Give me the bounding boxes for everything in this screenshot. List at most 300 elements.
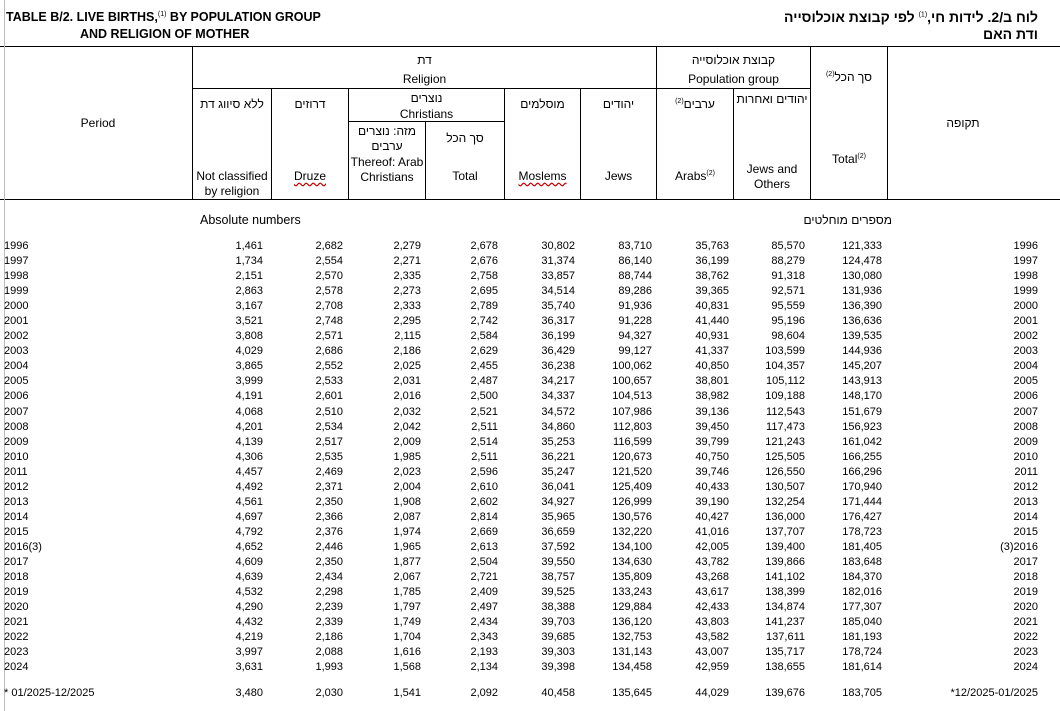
period-he: 2021 (1013, 616, 1038, 629)
cell-moslems: 39,550 (541, 555, 575, 568)
cell-jews: 121,520 (612, 465, 652, 478)
cell-christians-total: 2,193 (470, 646, 498, 659)
cell-druze: 2,350 (315, 495, 343, 508)
cell-total: 156,923 (842, 420, 882, 433)
cell-jews: 91,228 (618, 315, 652, 328)
period-en: * 01/2025-12/2025 (4, 687, 95, 699)
header-chr-arab-he: מזה: נוצרים ערבים (358, 124, 416, 153)
cell-jews-others: 130,507 (765, 480, 805, 493)
table-row (0, 239, 1060, 254)
data-rows (0, 239, 1060, 675)
cell-jews-others: 136,000 (765, 510, 805, 523)
cell-christians-total: 2,602 (470, 495, 498, 508)
period-he: 1998 (1013, 270, 1038, 283)
cell-jews: 129,884 (612, 601, 652, 614)
title-en-line1: TABLE B/2. LIVE BIRTHS,$^{(1)}$ BY POPULATION GROUP (6, 10, 321, 24)
cell-arabs: 41,440 (695, 315, 729, 328)
header-period-en: Period (80, 116, 116, 130)
table-row (0, 510, 1060, 525)
period-he: 2007 (1013, 405, 1038, 418)
cell-christians-total: 2,695 (470, 285, 498, 298)
cell-arabs: 38,762 (695, 270, 729, 283)
cell-christians-total: 2,514 (470, 435, 498, 448)
cell-jews: 100,657 (612, 375, 652, 388)
table-row (0, 314, 1060, 329)
header-total-en: Total$^{(2)}$ (832, 152, 866, 166)
header-christians-en: Christians (399, 107, 454, 121)
cell-christians-total: 2,434 (470, 616, 498, 629)
period-he: 2000 (1013, 300, 1038, 313)
cell-jews-others: 95,196 (771, 315, 805, 328)
cell-christians-total: 2,596 (470, 465, 498, 478)
period-en: 1998 (4, 270, 29, 283)
cell-jews-others: 132,254 (765, 495, 805, 508)
cell-jews: 89,286 (618, 285, 652, 298)
period-en: 2003 (4, 345, 29, 358)
cell-arabs: 40,427 (695, 510, 729, 523)
table-row (0, 450, 1060, 465)
period-en: 2019 (4, 586, 29, 599)
cell-arab-christians: 2,273 (393, 285, 421, 298)
cell-christians-total: 2,497 (470, 601, 498, 614)
table-row (0, 405, 1060, 420)
cell-not-classified: 3,997 (235, 646, 263, 659)
cell-christians-total: 2,613 (470, 540, 498, 553)
cell-druze: 2,535 (315, 450, 343, 463)
cell-moslems: 36,238 (541, 360, 575, 373)
cell-arab-christians: 1,704 (393, 631, 421, 644)
cell-moslems: 34,514 (541, 285, 575, 298)
table-row (0, 389, 1060, 404)
cell-arab-christians: 1,749 (393, 616, 421, 629)
cell-jews: 133,243 (612, 586, 652, 599)
cell-total: 185,040 (842, 616, 882, 629)
table-row (0, 420, 1060, 435)
header-total-he: סך הכל$^{(2)}$ (825, 70, 873, 84)
period-he: 2005 (1013, 375, 1038, 388)
cell-total: 151,679 (842, 405, 882, 418)
period-he: 2001 (1013, 315, 1038, 328)
cell-jews-others: 103,599 (765, 345, 805, 358)
cell-christians-total: 2,092 (470, 687, 498, 699)
cell-moslems: 37,592 (541, 540, 575, 553)
period-he: 2003 (1013, 345, 1038, 358)
cell-jews: 120,673 (612, 450, 652, 463)
cell-moslems: 35,247 (541, 465, 575, 478)
cell-druze: 2,686 (315, 345, 343, 358)
cell-arabs: 43,582 (695, 631, 729, 644)
table-row (0, 480, 1060, 495)
period-he: 2009 (1013, 435, 1038, 448)
period-en: 2015 (4, 525, 29, 538)
cell-not-classified: 2,151 (235, 270, 263, 283)
cell-jews: 99,127 (618, 345, 652, 358)
cell-jews: 83,710 (618, 240, 652, 252)
cell-total: 184,370 (842, 571, 882, 584)
cell-arab-christians: 1,616 (393, 646, 421, 659)
cell-jews: 134,458 (612, 661, 652, 674)
cell-moslems: 36,221 (541, 450, 575, 463)
header-druze-en: Druze (293, 169, 326, 183)
cell-arabs: 42,433 (695, 601, 729, 614)
cell-not-classified: 4,432 (235, 616, 263, 629)
cell-arab-christians: 2,335 (393, 270, 421, 283)
period-en: 2002 (4, 330, 29, 343)
table-row (0, 269, 1060, 284)
cell-arabs: 38,982 (695, 390, 729, 403)
cell-jews: 116,599 (613, 435, 652, 448)
cell-druze: 2,239 (315, 601, 343, 614)
cell-total: 181,193 (842, 631, 882, 644)
cell-jews-others: 121,243 (765, 435, 805, 448)
cell-jews: 94,327 (618, 330, 652, 343)
period-he: 2006 (1013, 390, 1038, 403)
table-row (0, 374, 1060, 389)
period-en: 2020 (4, 601, 29, 614)
table-row (0, 359, 1060, 374)
header-popgroup-en: Population group (688, 72, 779, 86)
cell-christians-total: 2,676 (470, 255, 498, 268)
cell-moslems: 39,398 (541, 661, 575, 674)
cell-christians-total: 2,487 (470, 375, 498, 388)
title-en-line2: AND RELIGION OF MOTHER (80, 27, 250, 41)
cell-arabs: 44,029 (695, 687, 729, 699)
cell-total: 181,405 (842, 540, 882, 553)
cell-total: 145,207 (842, 360, 882, 373)
cell-total: 166,296 (842, 465, 882, 478)
section-label-en: Absolute numbers (200, 213, 301, 227)
cell-total: 178,723 (842, 525, 882, 538)
header-chr-arab-en: Thereof: Arab Christians (350, 155, 424, 184)
cell-druze: 2,748 (315, 315, 343, 328)
period-he: 2020 (1013, 601, 1038, 614)
cell-jews-others: 104,357 (765, 360, 805, 373)
cell-arabs: 41,016 (695, 525, 729, 538)
cell-christians-total: 2,584 (470, 330, 498, 343)
table-row (0, 615, 1060, 630)
cell-arab-christians: 2,067 (393, 571, 421, 584)
period-en: 2021 (4, 616, 29, 629)
period-en: 2000 (4, 300, 29, 313)
cell-arab-christians: 1,797 (393, 601, 421, 614)
cell-not-classified: 4,639 (235, 571, 263, 584)
period-he: 2024 (1013, 661, 1038, 674)
cell-arabs: 41,337 (695, 345, 729, 358)
cell-not-classified: 1,734 (235, 255, 263, 268)
cell-jews-others: 134,874 (765, 601, 805, 614)
header-religion-he: דת (417, 53, 432, 67)
cell-not-classified: 4,697 (235, 510, 263, 523)
cell-jews: 136,120 (612, 616, 652, 629)
cell-moslems: 34,927 (541, 495, 575, 508)
cell-christians-total: 2,758 (470, 270, 498, 283)
table-row (0, 329, 1060, 344)
header-jews-others-en: Jews and Others (746, 162, 798, 191)
cell-not-classified: 4,029 (235, 345, 263, 358)
period-he: 2011 (1014, 465, 1038, 478)
cell-arab-christians: 1,974 (393, 525, 421, 538)
period-en: 2005 (4, 375, 29, 388)
cell-druze: 2,571 (315, 330, 343, 343)
cell-not-classified: 3,865 (235, 360, 263, 373)
cell-total: 166,255 (842, 450, 882, 463)
cell-arab-christians: 2,042 (393, 420, 421, 433)
period-en: 2009 (4, 435, 29, 448)
cell-jews-others: 88,279 (771, 255, 805, 268)
cell-arabs: 43,617 (695, 586, 729, 599)
table-row (0, 495, 1060, 510)
period-he: 2008 (1013, 420, 1038, 433)
cell-arab-christians: 2,016 (393, 390, 421, 403)
period-he: 2019 (1013, 586, 1038, 599)
cell-moslems: 30,802 (541, 240, 575, 252)
cell-not-classified: 3,167 (235, 300, 263, 313)
period-en: 1997 (4, 255, 29, 268)
cell-jews-others: 92,571 (771, 285, 805, 298)
cell-not-classified: 4,532 (235, 586, 263, 599)
cell-druze: 2,350 (315, 555, 343, 568)
cell-druze: 2,534 (315, 420, 343, 433)
cell-christians-total: 2,521 (470, 405, 498, 418)
table-row (0, 540, 1060, 555)
cell-not-classified: 4,139 (235, 435, 263, 448)
cell-arab-christians: 2,009 (393, 435, 421, 448)
cell-arabs: 35,763 (695, 240, 729, 252)
cell-arab-christians: 2,087 (393, 510, 421, 523)
cell-moslems: 39,303 (541, 646, 575, 659)
cell-total: 148,170 (842, 390, 882, 403)
cell-jews-others: 126,550 (765, 465, 805, 478)
cell-total: 183,705 (842, 687, 882, 699)
cell-total: 136,390 (842, 300, 882, 313)
cell-arabs: 40,850 (695, 360, 729, 373)
cell-jews-others: 85,570 (771, 240, 805, 252)
period-he: (3)2016 (1000, 540, 1038, 553)
period-en: 2012 (4, 480, 29, 493)
cell-arab-christians: 2,333 (393, 300, 421, 313)
cell-moslems: 35,740 (541, 300, 575, 313)
cell-arabs: 36,199 (695, 255, 729, 268)
cell-moslems: 39,525 (541, 586, 575, 599)
period-he: 2017 (1013, 555, 1038, 568)
cell-moslems: 34,337 (541, 390, 575, 403)
cell-christians-total: 2,504 (470, 555, 498, 568)
cell-not-classified: 3,999 (235, 375, 263, 388)
cell-arab-christians: 2,295 (393, 315, 421, 328)
cell-arabs: 43,007 (695, 646, 729, 659)
period-he: 2015 (1013, 525, 1038, 538)
table-row-provisional (0, 686, 1060, 701)
cell-total: 183,648 (842, 555, 882, 568)
cell-not-classified: 4,492 (235, 480, 263, 493)
cell-jews-others: 138,655 (765, 661, 805, 674)
cell-christians-total: 2,678 (470, 240, 498, 252)
cell-total: 136,636 (842, 315, 882, 328)
period-en: 2011 (4, 465, 28, 478)
cell-christians-total: 2,134 (470, 661, 498, 674)
header-jews-en: Jews (604, 169, 633, 183)
cell-arab-christians: 1,541 (393, 687, 421, 699)
cell-druze: 2,366 (315, 510, 343, 523)
cell-total: 124,478 (842, 255, 882, 268)
cell-druze: 2,554 (315, 255, 343, 268)
cell-not-classified: 4,306 (235, 450, 263, 463)
period-en: 2016(3) (4, 540, 42, 553)
cell-not-classified: 2,863 (235, 285, 263, 298)
table-row (0, 299, 1060, 314)
cell-total: 139,535 (842, 330, 882, 343)
cell-jews: 107,986 (612, 405, 652, 418)
cell-arab-christians: 1,908 (393, 495, 421, 508)
cell-christians-total: 2,343 (470, 631, 498, 644)
cell-druze: 2,371 (315, 480, 343, 493)
header-druze-he: דרוזים (294, 97, 326, 111)
header-chr-total-en: Total (452, 169, 478, 183)
period-en: 1996 (4, 240, 29, 252)
cell-druze: 2,434 (315, 571, 343, 584)
period-he: 2004 (1013, 360, 1038, 373)
cell-total: 181,614 (842, 661, 882, 674)
cell-total: 170,940 (842, 480, 882, 493)
cell-arabs: 40,433 (695, 480, 729, 493)
cell-jews: 104,513 (612, 390, 652, 403)
cell-jews-others: 98,604 (771, 330, 805, 343)
cell-total: 182,016 (842, 586, 882, 599)
cell-arabs: 42,959 (695, 661, 729, 674)
cell-druze: 2,510 (315, 405, 343, 418)
cell-moslems: 36,041 (541, 480, 575, 493)
cell-arabs: 38,801 (695, 375, 729, 388)
cell-christians-total: 2,455 (470, 360, 498, 373)
cell-moslems: 40,458 (541, 687, 575, 699)
period-he: 2012 (1013, 480, 1038, 493)
cell-moslems: 31,374 (541, 255, 575, 268)
period-he: 1997 (1013, 255, 1038, 268)
cell-moslems: 36,317 (541, 315, 575, 328)
cell-arabs: 40,831 (695, 300, 729, 313)
cell-jews-others: 138,399 (765, 586, 805, 599)
cell-arab-christians: 1,985 (393, 450, 421, 463)
cell-jews-others: 139,866 (765, 555, 805, 568)
cell-not-classified: 4,290 (235, 601, 263, 614)
period-en: 2024 (4, 661, 29, 674)
period-en: 2023 (4, 646, 29, 659)
cell-arabs: 39,799 (695, 435, 729, 448)
table-title-hebrew (784, 9, 1038, 43)
table-row (0, 344, 1060, 359)
cell-christians-total: 2,721 (470, 571, 498, 584)
cell-jews: 134,630 (612, 555, 652, 568)
cell-jews: 86,140 (618, 255, 652, 268)
header-popgroup-he: קבוצת אוכלוסייה (691, 53, 776, 67)
cell-moslems: 34,572 (541, 405, 575, 418)
cell-jews: 126,999 (612, 495, 652, 508)
cell-jews: 131,143 (612, 646, 652, 659)
cell-arab-christians: 2,271 (393, 255, 421, 268)
cell-druze: 2,376 (315, 525, 343, 538)
cell-christians-total: 2,409 (470, 586, 498, 599)
cell-jews-others: 95,559 (771, 300, 805, 313)
cell-moslems: 35,965 (541, 510, 575, 523)
cell-arabs: 43,782 (695, 555, 729, 568)
cell-druze: 2,446 (315, 540, 343, 553)
header-arabs-he: ערבים$^{(2)}$ (675, 97, 715, 111)
header-top-rule (0, 46, 1060, 47)
cell-jews: 100,062 (612, 360, 652, 373)
cell-jews: 135,645 (612, 687, 652, 699)
title-he-line2: ודת האם (983, 26, 1038, 42)
table-row (0, 465, 1060, 480)
cell-moslems: 36,429 (541, 345, 575, 358)
cell-total: 130,080 (842, 270, 882, 283)
table-row (0, 435, 1060, 450)
cell-jews-others: 109,188 (765, 390, 805, 403)
period-he: 2002 (1013, 330, 1038, 343)
table-row (0, 600, 1060, 615)
cell-moslems: 36,199 (541, 330, 575, 343)
cell-christians-total: 2,742 (470, 315, 498, 328)
period-en: 1999 (4, 285, 29, 298)
cell-moslems: 34,217 (541, 375, 575, 388)
cell-druze: 2,570 (315, 270, 343, 283)
cell-druze: 2,469 (315, 465, 343, 478)
period-en: 2022 (4, 631, 29, 644)
cell-arabs: 42,005 (695, 540, 729, 553)
cell-druze: 2,030 (315, 687, 343, 699)
table-row (0, 525, 1060, 540)
cell-total: 176,427 (842, 510, 882, 523)
period-he: 1999 (1013, 285, 1038, 298)
cell-druze: 2,088 (315, 646, 343, 659)
cell-christians-total: 2,669 (470, 525, 498, 538)
period-he: 2014 (1013, 510, 1038, 523)
cell-arab-christians: 1,965 (393, 540, 421, 553)
cell-not-classified: 4,457 (235, 465, 263, 478)
cell-jews-others: 139,400 (765, 540, 805, 553)
cell-christians-total: 2,511 (471, 420, 498, 433)
table-row (0, 570, 1060, 585)
cell-arab-christians: 2,004 (393, 480, 421, 493)
cell-jews-others: 112,543 (766, 405, 805, 418)
cell-christians-total: 2,511 (471, 450, 498, 463)
cell-moslems: 35,253 (541, 435, 575, 448)
cell-druze: 2,601 (315, 390, 343, 403)
cell-arab-christians: 2,279 (393, 240, 421, 252)
cell-jews: 88,744 (618, 270, 652, 283)
table-row (0, 660, 1060, 675)
period-en: 2006 (4, 390, 29, 403)
period-en: 2013 (4, 495, 29, 508)
cell-arab-christians: 1,877 (393, 555, 421, 568)
cell-arab-christians: 2,115 (394, 330, 421, 343)
cell-not-classified: 4,219 (235, 631, 263, 644)
header-jews-he: יהודים (602, 97, 635, 111)
cell-jews: 125,409 (612, 480, 652, 493)
cell-jews: 134,100 (612, 540, 652, 553)
header-notclass-en: Not classified by religion (196, 169, 268, 198)
religion-sub-rule (193, 88, 657, 89)
period-he: 2010 (1013, 450, 1038, 463)
period-he: 2023 (1013, 646, 1038, 659)
cell-arab-christians: 1,785 (393, 586, 421, 599)
cell-druze: 2,552 (315, 360, 343, 373)
title-he-line1: לוח ב/2. לידות חי,$^{(1)}$ לפי קבוצת אוכלוסייה (784, 9, 1038, 25)
cell-arab-christians: 2,023 (393, 465, 421, 478)
cell-christians-total: 2,610 (470, 480, 498, 493)
period-he: *12/2025-01/2025 (950, 687, 1038, 699)
header-arabs-en: Arabs$^{(2)}$ (675, 169, 715, 183)
period-he: 1996 (1013, 240, 1038, 252)
